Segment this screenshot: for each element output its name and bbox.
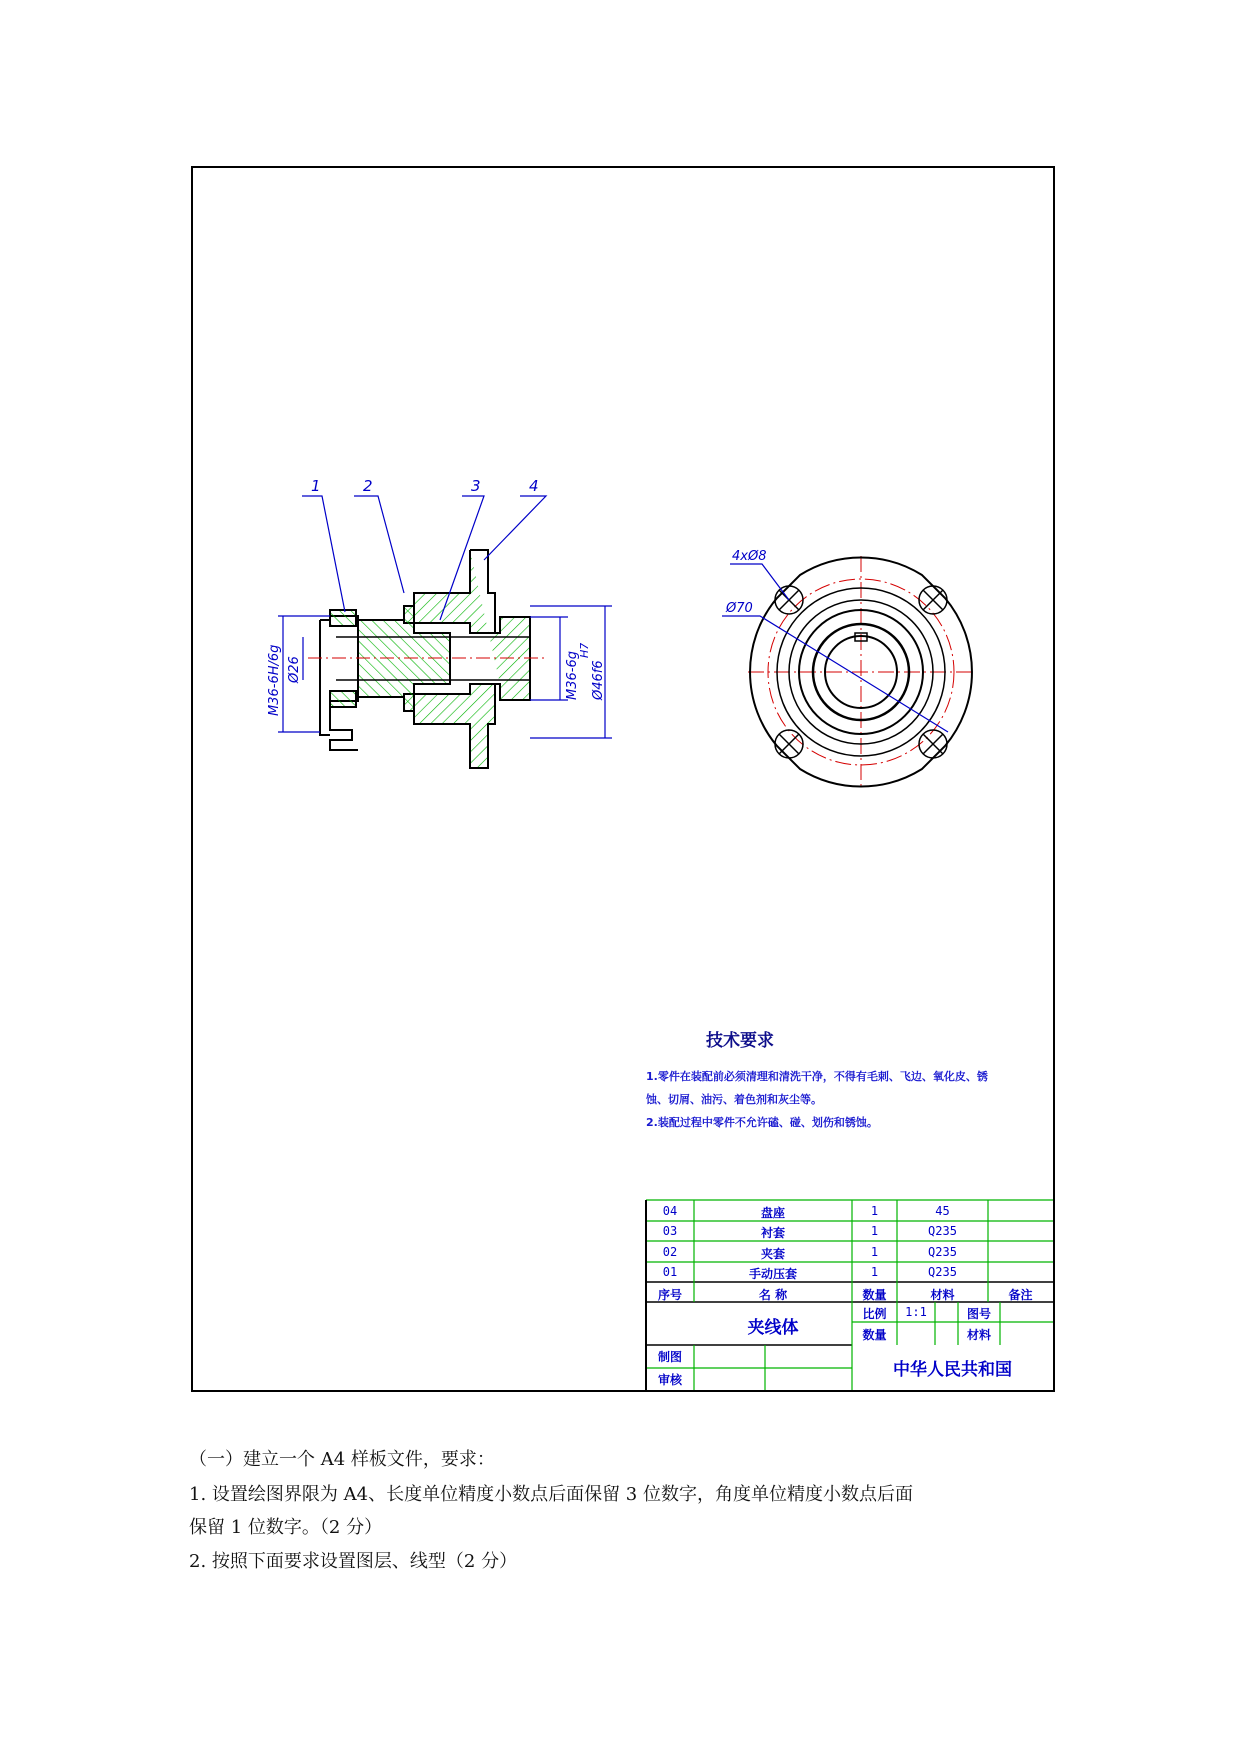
dim-bore: Ø26 bbox=[287, 656, 302, 683]
task-item-2: 2. 按照下面要求设置图层、线型（2 分） bbox=[189, 1551, 518, 1572]
qty-label: 数量 bbox=[862, 1328, 887, 1342]
part-no-03: 03 bbox=[662, 1224, 678, 1238]
dim-pcd: Ø70 bbox=[726, 601, 753, 616]
part-qty-02: 1 bbox=[870, 1245, 879, 1259]
dim-tolerance: H7 bbox=[578, 642, 591, 658]
part-no-04: 04 bbox=[662, 1204, 678, 1218]
part-qty-01: 1 bbox=[870, 1265, 879, 1279]
tech-line-2: 蚀、切屑、油污、着色剂和灰尘等。 bbox=[646, 1093, 822, 1106]
header-name: 名 称 bbox=[758, 1288, 788, 1302]
part-qty-03: 1 bbox=[870, 1224, 879, 1238]
part-name-03: 衬套 bbox=[760, 1226, 785, 1240]
end-view bbox=[722, 556, 975, 790]
tech-line-1: 1.零件在装配前必须清理和清洗干净，不得有毛刺、飞边、氧化皮、锈 bbox=[646, 1070, 988, 1083]
checked-by-label: 审核 bbox=[657, 1373, 682, 1387]
part-name-04: 盘座 bbox=[760, 1206, 785, 1220]
tech-title: 技术要求 bbox=[706, 1031, 774, 1051]
dim-holes: 4xØ8 bbox=[732, 549, 767, 564]
part-name-title: 夹线体 bbox=[747, 1318, 799, 1338]
scale-label: 比例 bbox=[862, 1307, 887, 1321]
drawing-no-label: 图号 bbox=[966, 1307, 991, 1321]
balloon-1: 1 bbox=[311, 477, 321, 495]
dim-thread-right: M36-6g bbox=[565, 651, 580, 700]
section-view bbox=[308, 550, 548, 768]
part-name-02: 夹套 bbox=[760, 1247, 785, 1261]
part-material-03: Q235 bbox=[928, 1224, 957, 1238]
task-item-1a: 1. 设置绘图界限为 A4、长度单位精度小数点后面保留 3 位数字，角度单位精度小数点后面 bbox=[189, 1484, 913, 1505]
dim-thread-left: M36-6H/6g bbox=[267, 644, 282, 716]
part-material-02: Q235 bbox=[928, 1245, 957, 1259]
part-material-04: 45 bbox=[935, 1204, 950, 1218]
material-label: 材料 bbox=[966, 1328, 991, 1342]
header-no: 序号 bbox=[657, 1288, 682, 1302]
scale-value: 1:1 bbox=[905, 1305, 927, 1319]
header-material: 材料 bbox=[930, 1288, 955, 1302]
header-qty: 数量 bbox=[862, 1288, 887, 1302]
part-no-01: 01 bbox=[662, 1265, 678, 1279]
part-no-02: 02 bbox=[662, 1245, 678, 1259]
task-item-1b: 保留 1 位数字。（2 分） bbox=[189, 1517, 383, 1538]
part-material-01: Q235 bbox=[928, 1265, 957, 1279]
dim-outer: Ø46f6 bbox=[591, 660, 606, 700]
balloon-4: 4 bbox=[529, 477, 539, 495]
company-name: 中华人民共和国 bbox=[893, 1360, 1012, 1380]
tech-line-3: 2.装配过程中零件不允许磕、碰、划伤和锈蚀。 bbox=[646, 1116, 878, 1129]
part-qty-04: 1 bbox=[870, 1204, 879, 1218]
balloon-2: 2 bbox=[363, 477, 373, 495]
part-name-01: 手动压套 bbox=[748, 1267, 797, 1281]
drawn-by-label: 制图 bbox=[657, 1350, 682, 1364]
balloon-3: 3 bbox=[471, 477, 481, 495]
task-heading: （一）建立一个 A4 样板文件，要求： bbox=[189, 1449, 495, 1470]
header-remark: 备注 bbox=[1008, 1288, 1033, 1302]
